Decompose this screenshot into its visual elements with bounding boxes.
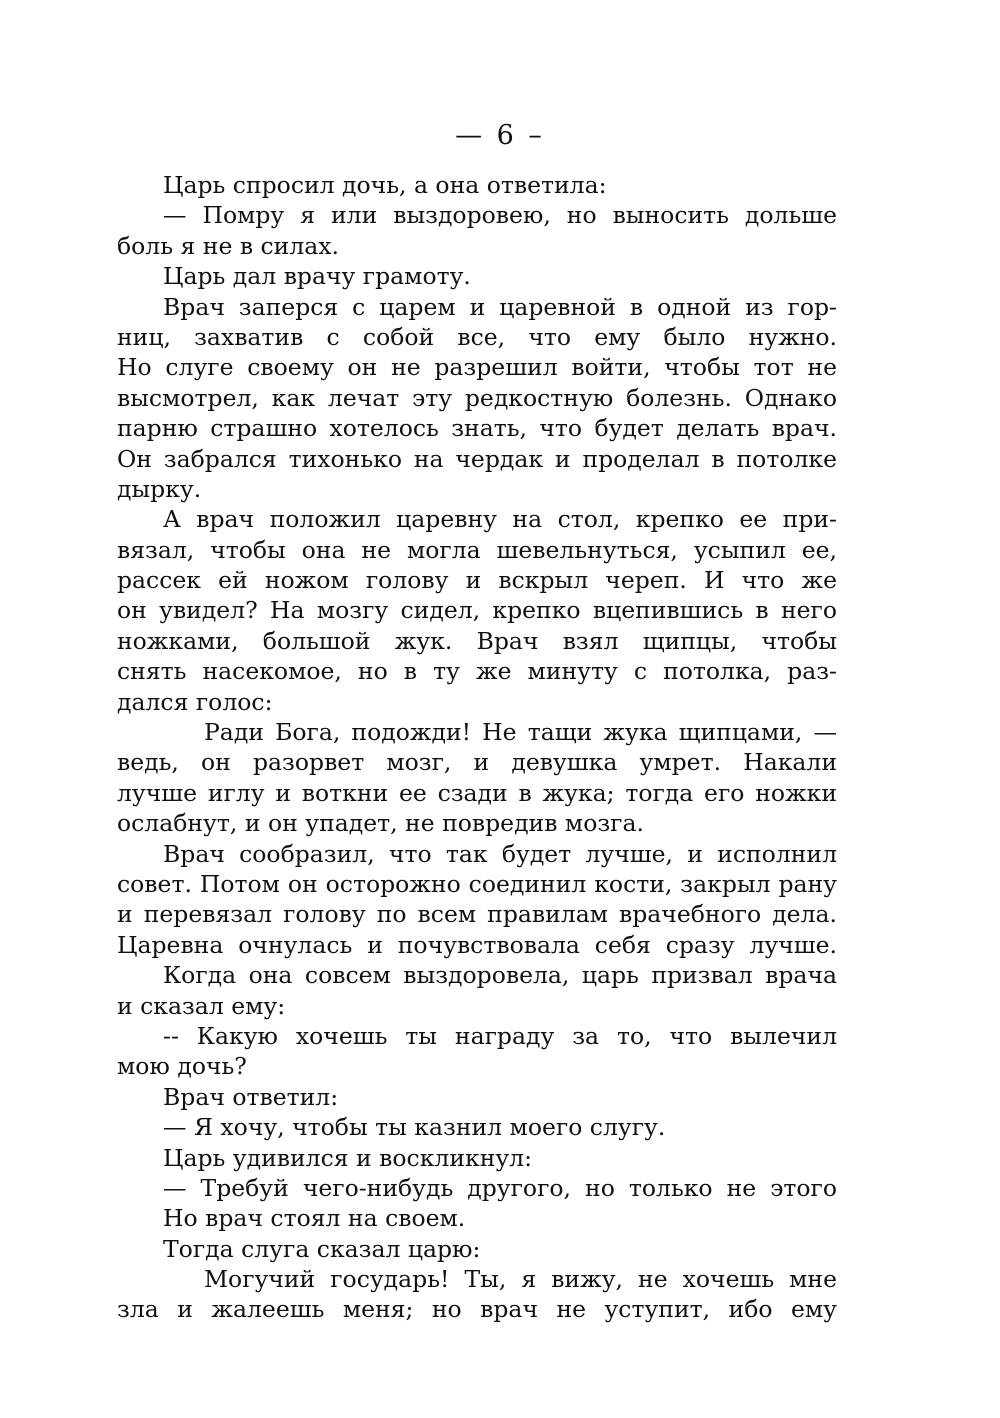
text-line: Но врач стоял на своем. [163,1204,466,1233]
text-line: снять насекомое, но в ту же минуту с потолка, раз- [117,657,837,686]
text-line: ниц, захватив с собой все, что ему было нужно. [117,322,837,351]
text-line: ножками, большой жук. Врач взял щипцы, чтобы [117,626,837,655]
text-line: и перевязал голову по всем правилам врачебного дела. [117,900,837,929]
text-line: — Требуй чего-нибудь другого, но только не этого [163,1173,837,1202]
text-line: мою дочь? [117,1052,247,1081]
text-line: Ради Бога, подожди! Не тащи жука щипцами, — [204,718,837,747]
text-line: ведь, он разорвет мозг, и девушка умрет. Накали [117,748,837,777]
text-line: — Помру я или выздоровею, но выносить дольше [163,201,837,230]
text-line: Царь удивился и воскликнул: [163,1143,533,1172]
text-line: Когда она совсем выздоровела, царь призвал врача [163,961,837,990]
text-line: рассек ей ножом голову и вскрыл череп. И что же [117,566,837,595]
text-line: Могучий государь! Ты, я вижу, не хочешь мне [204,1265,837,1294]
text-line: Но слуге своему он не разрешил войти, чтобы тот не [117,353,837,382]
text-line: лучше иглу и воткни ее сзади в жука; тогда его ножки [117,778,837,807]
text-line: высмотрел, как лечат эту редкостную болезнь. Однако [117,383,837,412]
text-line: Царь спросил дочь, а она ответила: [163,171,607,199]
page-number: — 6 – [455,120,545,151]
text-line: дырку. [117,474,202,503]
text-line: -- Какую хочешь ты награду за то, что вылечил [163,1021,837,1050]
text-line: Царевна очнулась и почувствовала себя сразу лучше. [117,930,837,959]
text-line: зла и жалеешь меня; но врач не уступит, ибо ему [117,1295,837,1324]
text-line: А врач положил царевну на стол, крепко ее при- [163,505,837,534]
text-line: он увидел? На мозгу сидел, крепко вцепившись в него [117,596,837,625]
text-line: и сказал ему: [117,991,286,1020]
text-line: дался голос: [117,687,273,716]
text-line: Тогда слуга сказал царю: [163,1234,481,1263]
text-line: — Я хочу, чтобы ты казнил моего слугу. [163,1113,666,1142]
text-line: Врач ответил: [163,1082,339,1111]
text-line: Врач заперся с царем и царевной в одной из гор- [163,292,837,321]
text-line: совет. Потом он осторожно соединил кости, закрыл рану [117,869,837,898]
text-line: вязал, чтобы она не могла шевельнуться, усыпил ее, [117,535,837,564]
text-line: Врач сообразил, что так будет лучше, и исполнил [163,839,837,868]
text-line: Он забрался тихонько на чердак и проделал в потолке [117,444,837,473]
text-line: Царь дал врачу грамоту. [163,262,471,291]
text-line: боль я не в силах. [117,231,340,260]
text-line: парню страшно хотелось знать, что будет делать врач. [117,414,837,443]
body-text [117,170,837,1325]
text-line: ослабнут, и он упадет, не повредив мозга. [117,809,644,838]
